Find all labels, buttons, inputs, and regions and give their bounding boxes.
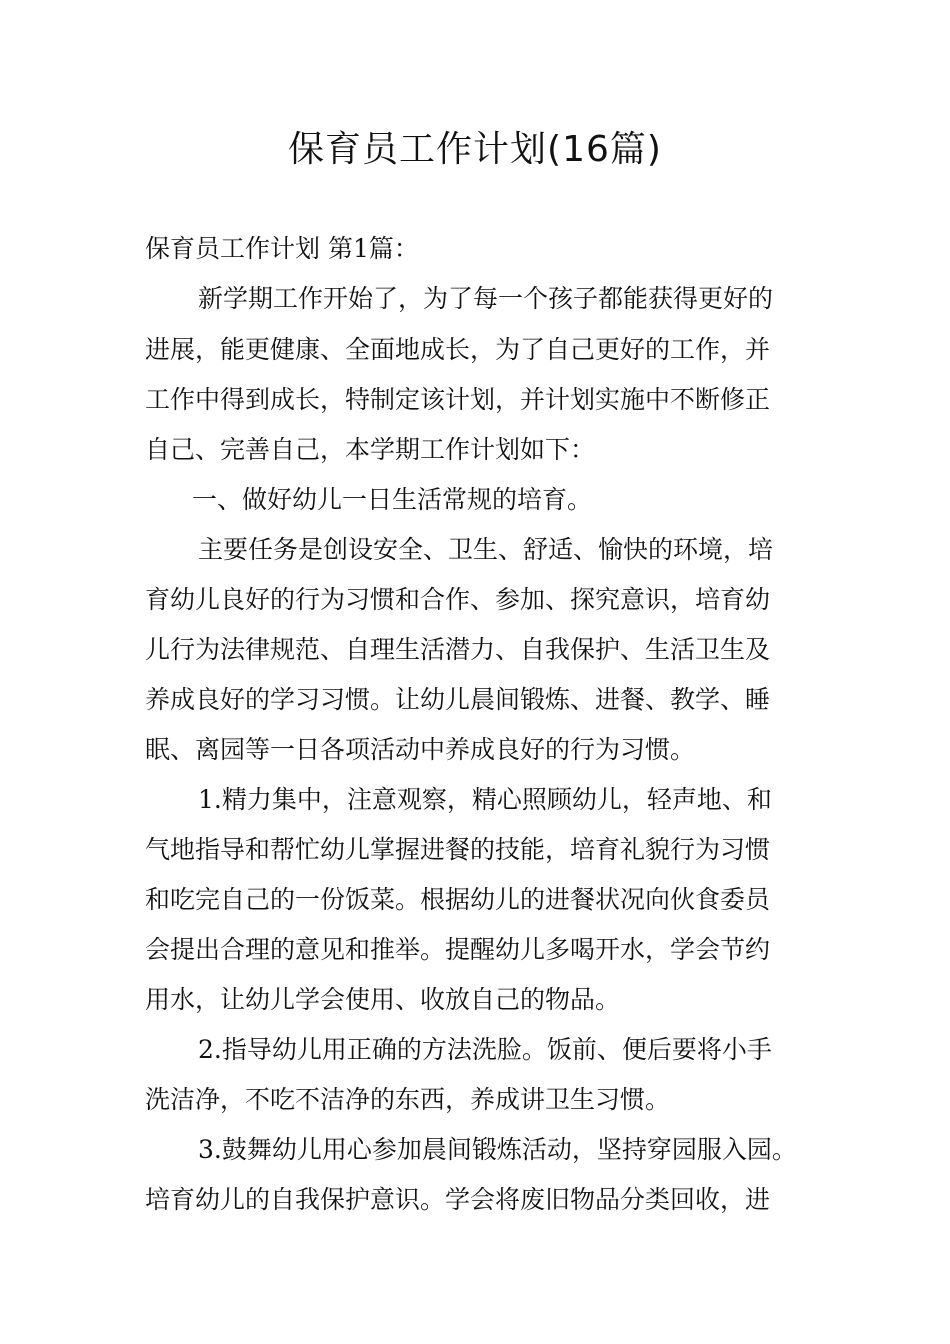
paragraph-line: 自己、完善自己，本学期工作计划如下：: [145, 435, 596, 464]
paragraph-line: 工作中得到成长，特制定该计划，并计划实施中不断修正: [145, 385, 771, 414]
subheading: 一、做好幼儿一日生活常规的培育。: [192, 485, 593, 514]
paragraph-line: 主要任务是创设安全、卫生、舒适、愉快的环境，培: [198, 535, 774, 564]
paragraph-line: 1.精力集中，注意观察，精心照顾幼儿，轻声地、和: [198, 785, 772, 814]
paragraph-line: 眠、离园等一日各项活动中养成良好的行为习惯。: [145, 735, 696, 764]
section-heading: 保育员工作计划 第1篇：: [145, 234, 419, 263]
paragraph-line: 新学期工作开始了，为了每一个孩子都能获得更好的: [198, 284, 774, 313]
paragraph-line: 洗洁净，不吃不洁净的东西，养成讲卫生习惯。: [145, 1085, 671, 1114]
paragraph-line: 培育幼儿的自我保护意识。学会将废旧物品分类回收，进: [145, 1185, 771, 1214]
paragraph-line: 气地指导和帮忙幼儿掌握进餐的技能，培育礼貌行为习惯: [145, 835, 771, 864]
paragraph-line: 育幼儿良好的行为习惯和合作、参加、探究意识，培育幼: [145, 585, 771, 614]
paragraph-line: 和吃完自己的一份饭菜。根据幼儿的进餐状况向伙食委员: [145, 885, 771, 914]
paragraph-line: 用水，让幼儿学会使用、收放自己的物品。: [145, 985, 621, 1014]
paragraph-line: 养成良好的学习习惯。让幼儿晨间锻炼、进餐、教学、睡: [145, 685, 771, 714]
paragraph-line: 2.指导幼儿用正确的方法洗脸。饭前、便后要将小手: [198, 1035, 772, 1064]
paragraph-line: 进展，能更健康、全面地成长，为了自己更好的工作，并: [145, 335, 771, 364]
document-title: 保育员工作计划(16篇): [288, 129, 662, 170]
paragraph-line: 儿行为法律规范、自理生活潜力、自我保护、生活卫生及: [145, 635, 771, 664]
paragraph-line: 会提出合理的意见和推举。提醒幼儿多喝开水，学会节约: [145, 935, 771, 964]
paragraph-line: 3.鼓舞幼儿用心参加晨间锻炼活动，坚持穿园服入园。: [198, 1135, 797, 1164]
